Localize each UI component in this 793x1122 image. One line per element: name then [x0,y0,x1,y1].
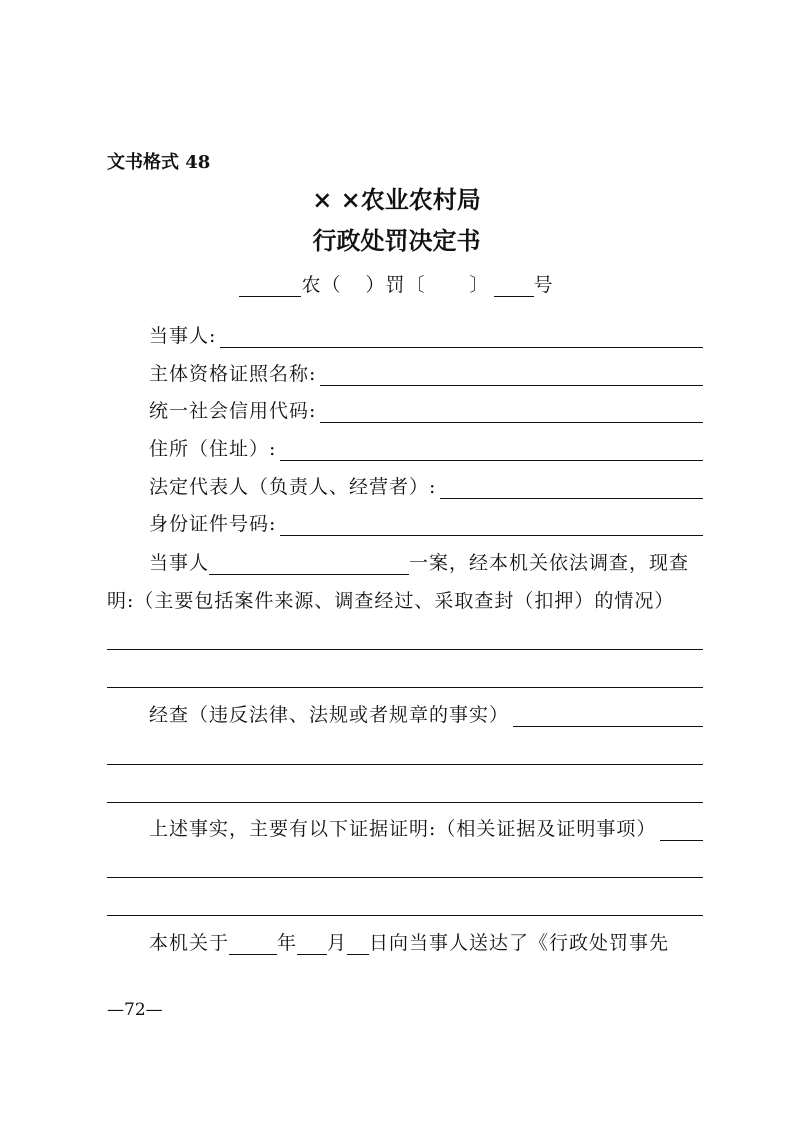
doc-number-text: ）罚〔 [365,274,426,296]
blank-line[interactable] [107,687,703,688]
field-label: 身份证件号码: [149,513,277,535]
field-legal-rep [107,471,703,499]
blank-line[interactable] [107,649,703,650]
body-text: 年 [277,932,298,954]
doc-number-blank[interactable] [239,274,301,297]
body-text: 日向当事人送达了《行政处罚事先 [369,932,670,954]
page-number: —72— [107,1000,163,1020]
evidence-blank[interactable] [660,818,703,841]
field-license-name [107,358,703,386]
paragraph-evidence [107,813,703,841]
facts-blank[interactable] [513,704,703,727]
blank-line[interactable] [107,802,703,803]
field-label: 法定代表人（负责人、经营者）: [149,476,437,498]
body-text: 一案，经本机关依法调查，现查 [409,552,690,574]
paragraph-case [107,547,703,575]
paragraph-facts [107,699,703,727]
field-label: 主体资格证照名称: [149,363,317,385]
field-label: 统一社会信用代码: [149,400,317,422]
body-text: 当事人 [149,552,210,574]
field-blank[interactable] [320,400,703,423]
form-label: 文书格式 48 [107,152,211,173]
body-text: 经查（违反法律、法规或者规章的事实） [149,704,510,726]
paragraph-notice [107,927,703,955]
paragraph-case-cont [107,585,703,613]
blank-line[interactable] [107,764,703,765]
field-id-number [107,508,703,536]
field-blank[interactable] [220,325,703,348]
field-blank[interactable] [280,438,703,461]
blank-line[interactable] [107,877,703,878]
doc-number-text: 〕 [469,274,490,296]
field-credit-code [107,395,703,423]
field-blank[interactable] [320,363,703,386]
body-text: 明:（主要包括案件来源、调查经过、采取查封（扣押）的情况） [107,590,675,612]
field-blank[interactable] [440,476,703,499]
doc-number [0,270,793,297]
party-blank[interactable] [209,552,409,575]
year-blank[interactable] [229,932,277,955]
field-label: 当事人: [149,325,217,347]
field-label: 住所（住址）: [149,438,277,460]
doc-number-blank[interactable] [494,274,534,297]
org-title: × ×农业农村局 [312,185,481,214]
field-blank[interactable] [280,513,703,536]
day-blank[interactable] [347,932,369,955]
doc-number-text: 农（ [301,274,342,296]
field-party [107,320,703,348]
body-text: 月 [327,932,348,954]
doc-number-text: 号 [533,274,554,296]
body-text: 本机关于 [149,932,230,954]
month-blank[interactable] [297,932,327,955]
doc-title: 行政处罚决定书 [312,226,481,255]
blank-line[interactable] [107,915,703,916]
body-text: 上述事实，主要有以下证据证明:（相关证据及证明事项） [149,818,657,840]
field-address [107,433,703,461]
